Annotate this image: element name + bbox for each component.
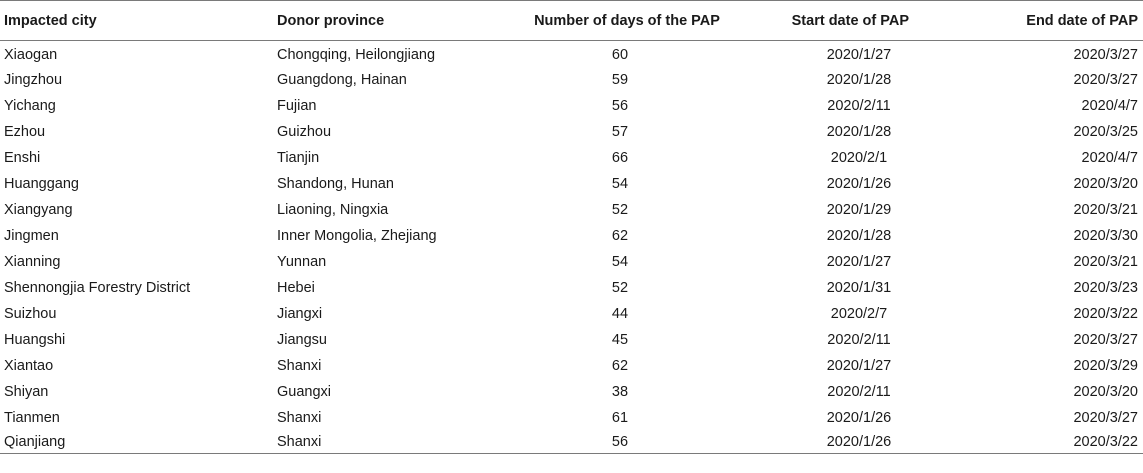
end-date-cell: 2020/3/25 bbox=[1073, 123, 1138, 140]
impacted-city-cell: Huangshi bbox=[4, 331, 66, 348]
days-cell: 66 bbox=[611, 149, 629, 166]
impacted-city-cell: Xianning bbox=[4, 253, 61, 270]
table-body bbox=[0, 41, 1143, 454]
table-row bbox=[0, 67, 1143, 93]
table-row bbox=[0, 171, 1143, 197]
end-date-cell: 2020/3/20 bbox=[1073, 383, 1138, 400]
days-cell: 52 bbox=[611, 279, 629, 296]
days-cell: 45 bbox=[611, 331, 629, 348]
end-date-cell: 2020/3/27 bbox=[1073, 71, 1138, 88]
header-impacted-city: Impacted city bbox=[4, 12, 97, 29]
days-cell: 60 bbox=[611, 46, 629, 63]
table-row bbox=[0, 249, 1143, 275]
days-cell: 56 bbox=[611, 97, 629, 114]
days-cell: 61 bbox=[611, 409, 629, 426]
end-date-cell: 2020/3/23 bbox=[1073, 279, 1138, 296]
start-date-cell: 2020/2/11 bbox=[827, 331, 891, 348]
start-date-cell: 2020/1/26 bbox=[826, 409, 892, 426]
start-date-cell: 2020/2/11 bbox=[827, 383, 891, 400]
end-date-cell: 2020/3/27 bbox=[1073, 409, 1138, 426]
end-date-cell: 2020/3/30 bbox=[1073, 227, 1138, 244]
start-date-cell: 2020/1/31 bbox=[826, 279, 892, 296]
table-row bbox=[0, 301, 1143, 327]
end-date-cell: 2020/3/27 bbox=[1073, 331, 1138, 348]
table-row bbox=[0, 353, 1143, 379]
start-date-cell: 2020/1/28 bbox=[826, 71, 892, 88]
days-cell: 54 bbox=[611, 253, 629, 270]
start-date-cell: 2020/1/27 bbox=[826, 46, 892, 63]
donor-province-cell: Jiangxi bbox=[277, 305, 323, 322]
table-row bbox=[0, 431, 1143, 454]
table-row bbox=[0, 379, 1143, 405]
donor-province-cell: Inner Mongolia, Zhejiang bbox=[277, 227, 437, 244]
end-date-cell: 2020/4/7 bbox=[1081, 97, 1138, 114]
impacted-city-cell: Yichang bbox=[4, 97, 56, 114]
donor-province-cell: Shandong, Hunan bbox=[277, 175, 394, 192]
start-date-cell: 2020/1/26 bbox=[826, 175, 892, 192]
impacted-city-cell: Qianjiang bbox=[4, 433, 66, 450]
start-date-cell: 2020/1/27 bbox=[826, 253, 892, 270]
donor-province-cell: Shanxi bbox=[277, 357, 322, 374]
donor-province-cell: Guangxi bbox=[277, 383, 332, 400]
start-date-cell: 2020/1/29 bbox=[826, 201, 892, 218]
end-date-cell: 2020/4/7 bbox=[1081, 149, 1138, 166]
impacted-city-cell: Xiantao bbox=[4, 357, 54, 374]
days-cell: 59 bbox=[611, 71, 629, 88]
impacted-city-cell: Jingzhou bbox=[4, 71, 63, 88]
impacted-city-cell: Enshi bbox=[4, 149, 41, 166]
days-cell: 54 bbox=[611, 175, 629, 192]
impacted-city-cell: Jingmen bbox=[4, 227, 59, 244]
end-date-cell: 2020/3/27 bbox=[1073, 46, 1138, 63]
donor-province-cell: Shanxi bbox=[277, 433, 322, 450]
impacted-city-cell: Shennongjia Forestry District bbox=[4, 279, 191, 296]
end-date-cell: 2020/3/22 bbox=[1073, 305, 1138, 322]
donor-province-cell: Jiangsu bbox=[277, 331, 327, 348]
days-cell: 56 bbox=[611, 433, 629, 450]
donor-province-cell: Guizhou bbox=[277, 123, 332, 140]
donor-province-cell: Liaoning, Ningxia bbox=[277, 201, 389, 218]
table-row bbox=[0, 275, 1143, 301]
impacted-city-cell: Shiyan bbox=[4, 383, 49, 400]
donor-province-cell: Chongqing, Heilongjiang bbox=[277, 46, 436, 63]
header-end-date: End date of PAP bbox=[1026, 12, 1138, 29]
donor-province-cell: Yunnan bbox=[277, 253, 327, 270]
impacted-city-cell: Suizhou bbox=[4, 305, 57, 322]
header-start-date: Start date of PAP bbox=[791, 12, 909, 29]
table-row bbox=[0, 41, 1143, 67]
donor-province-cell: Hebei bbox=[277, 279, 315, 296]
impacted-city-cell: Huanggang bbox=[4, 175, 79, 192]
donor-province-cell: Tianjin bbox=[277, 149, 320, 166]
end-date-cell: 2020/3/21 bbox=[1073, 201, 1138, 218]
end-date-cell: 2020/3/22 bbox=[1073, 433, 1138, 450]
impacted-city-cell: Ezhou bbox=[4, 123, 46, 140]
table-row bbox=[0, 223, 1143, 249]
table-header-row bbox=[0, 1, 1143, 41]
end-date-cell: 2020/3/21 bbox=[1073, 253, 1138, 270]
days-cell: 44 bbox=[611, 305, 629, 322]
start-date-cell: 2020/1/27 bbox=[826, 357, 892, 374]
donor-province-cell: Fujian bbox=[277, 97, 317, 114]
table-row bbox=[0, 119, 1143, 145]
header-donor-province: Donor province bbox=[277, 12, 385, 29]
days-cell: 52 bbox=[611, 201, 629, 218]
start-date-cell: 2020/1/28 bbox=[826, 123, 892, 140]
donor-province-cell: Guangdong, Hainan bbox=[277, 71, 407, 88]
table-row bbox=[0, 197, 1143, 223]
table-row bbox=[0, 93, 1143, 119]
days-cell: 57 bbox=[611, 123, 629, 140]
days-cell: 38 bbox=[611, 383, 629, 400]
start-date-cell: 2020/1/28 bbox=[826, 227, 892, 244]
table-row bbox=[0, 405, 1143, 431]
impacted-city-cell: Xiangyang bbox=[4, 201, 73, 218]
start-date-cell: 2020/1/26 bbox=[826, 433, 892, 450]
donor-province-cell: Shanxi bbox=[277, 409, 322, 426]
days-cell: 62 bbox=[611, 357, 629, 374]
table-row bbox=[0, 327, 1143, 353]
impacted-city-cell: Tianmen bbox=[4, 409, 60, 426]
start-date-cell: 2020/2/1 bbox=[830, 149, 888, 166]
end-date-cell: 2020/3/29 bbox=[1073, 357, 1138, 374]
header-number-of-days: Number of days of the PAP bbox=[534, 12, 720, 29]
start-date-cell: 2020/2/11 bbox=[827, 97, 891, 114]
impacted-city-cell: Xiaogan bbox=[4, 46, 58, 63]
start-date-cell: 2020/2/7 bbox=[830, 305, 888, 322]
table-row bbox=[0, 145, 1143, 171]
days-cell: 62 bbox=[611, 227, 629, 244]
end-date-cell: 2020/3/20 bbox=[1073, 175, 1138, 192]
